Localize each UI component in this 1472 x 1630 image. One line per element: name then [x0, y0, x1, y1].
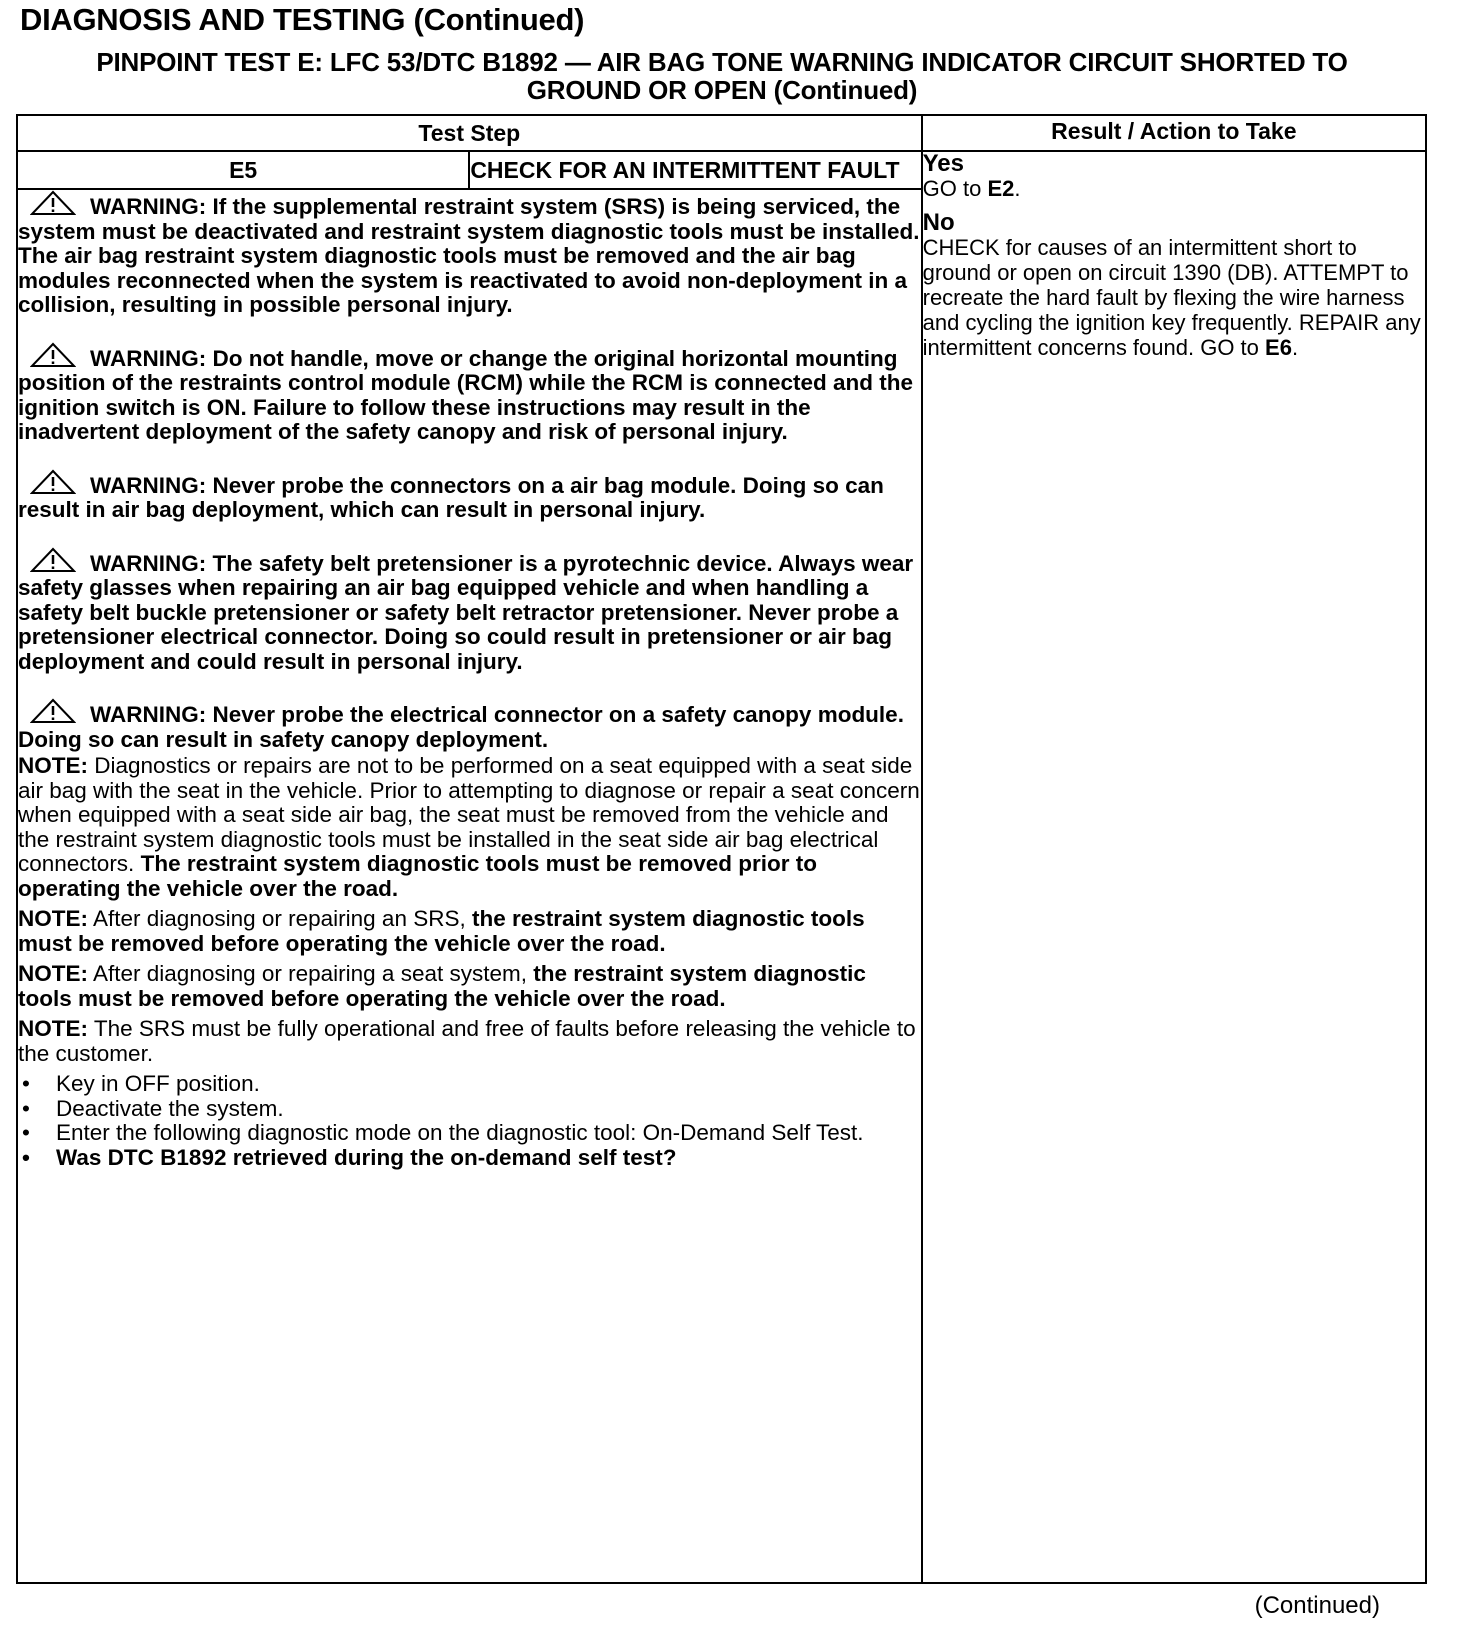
- step-title-row: [17, 151, 1426, 189]
- column-header-test-step: Test Step: [17, 115, 922, 151]
- result-yes-label: Yes: [922, 150, 965, 177]
- note-after-srs: NOTE: After diagnosing or repairing an SRS, the restraint system diagnostic tools must be removed before operating the vehicle over the road.: [18, 906, 865, 956]
- list-item: • Key in OFF position.: [18, 1072, 921, 1097]
- result-no-label: No: [922, 209, 955, 236]
- test-title-line1: PINPOINT TEST E: LFC 53/DTC B1892 — AIR BAG TONE WARNING INDICATOR CIRCUIT SHORTED TO: [96, 47, 1348, 77]
- note-seat-side-airbag: NOTE: Diagnostics or repairs are not to be performed on a seat equipped with a seat side air bag with the seat in the vehicle. Prior to attempting to diagnose or repair a seat concern when equipped with a seat side air bag, the seat must be removed from the vehicle and the restraint system diagnostic tools must be installed in the seat side air bag electrical connectors. The restraint system diagnostic tools must be removed prior to operating the vehicle over the road.: [18, 753, 920, 901]
- warning-srs-serviced: WARNING: If the supplemental restraint system (SRS) is being serviced, the system must be deactivated and restraint system diagnostic tools must be installed. The air bag restraint system diagnostic tools must be removed and the air bag modules reconnected when the system is reactivated to avoid non-deployment in a collision, resulting in possible personal injury.: [18, 190, 921, 318]
- step-body: [17, 189, 922, 1583]
- column-header-result: Result / Action to Take: [922, 115, 1426, 151]
- warning-triangle-icon: [30, 698, 76, 724]
- result-action-cell: [922, 151, 1426, 1583]
- list-item: • Enter the following diagnostic mode on the diagnostic tool: On-Demand Self Test.: [18, 1121, 921, 1146]
- result-yes-text: GO to E2.: [922, 176, 1021, 201]
- result-no-target: E6: [1265, 335, 1292, 360]
- warning-pretensioner: WARNING: The safety belt pretensioner is a pyrotechnic device. Always wear safety glasses when repairing an air bag equipped vehicle and when handling a safety belt buckle pretensioner or safety belt retractor pretensioner. Never probe a pretensioner electrical connector. Doing so could result in pretensioner or air bag deployment and could result in personal injury.: [18, 547, 921, 675]
- note-srs-operational: NOTE: The SRS must be fully operational and free of faults before releasing the vehicle to the customer.: [18, 1016, 916, 1066]
- procedure-list: [18, 1072, 921, 1170]
- warning-rcm-position: WARNING: Do not handle, move or change the original horizontal mounting position of the restraints control module (RCM) while the RCM is connected and the ignition switch is ON. Failure to follow these instructions may result in the inadvertent deployment of the safety canopy and risk of personal injury.: [18, 342, 921, 445]
- pinpoint-test-table: [16, 114, 1427, 1584]
- table-header-row: [17, 115, 1426, 151]
- warning-safety-canopy: WARNING: Never probe the electrical connector on a safety canopy module. Doing so can result in safety canopy deployment.: [18, 698, 921, 752]
- warning-triangle-icon: [30, 190, 76, 216]
- warning-probe-airbag: WARNING: Never probe the connectors on a air bag module. Doing so can result in air bag deployment, which can result in personal injury.: [18, 469, 921, 523]
- list-item: • Deactivate the system.: [18, 1097, 921, 1122]
- note-after-seat: NOTE: After diagnosing or repairing a seat system, the restraint system diagnostic tools must be removed before operating the vehicle over the road.: [18, 961, 866, 1011]
- pinpoint-test-title: [22, 48, 1422, 104]
- step-question: • Was DTC B1892 retrieved during the on-demand self test?: [18, 1146, 921, 1171]
- step-id: E5: [17, 151, 469, 189]
- warning-triangle-icon: [30, 342, 76, 368]
- step-name: CHECK FOR AN INTERMITTENT FAULT: [469, 151, 921, 189]
- result-yes-target: E2: [987, 176, 1015, 201]
- page-title: DIAGNOSIS AND TESTING (Continued): [20, 2, 585, 37]
- warning-triangle-icon: [30, 547, 76, 573]
- warning-triangle-icon: [30, 469, 76, 495]
- result-no-text: CHECK for causes of an intermittent short to ground or open on circuit 1390 (DB). ATTEMPT to recreate the hard fault by flexing the wire harness and cycling the ignition key frequently. REPAIR any intermittent concerns found. GO to E6.: [922, 235, 1421, 360]
- test-title-line2: GROUND OR OPEN (Continued): [526, 75, 918, 105]
- continued-label: (Continued): [1254, 1592, 1380, 1619]
